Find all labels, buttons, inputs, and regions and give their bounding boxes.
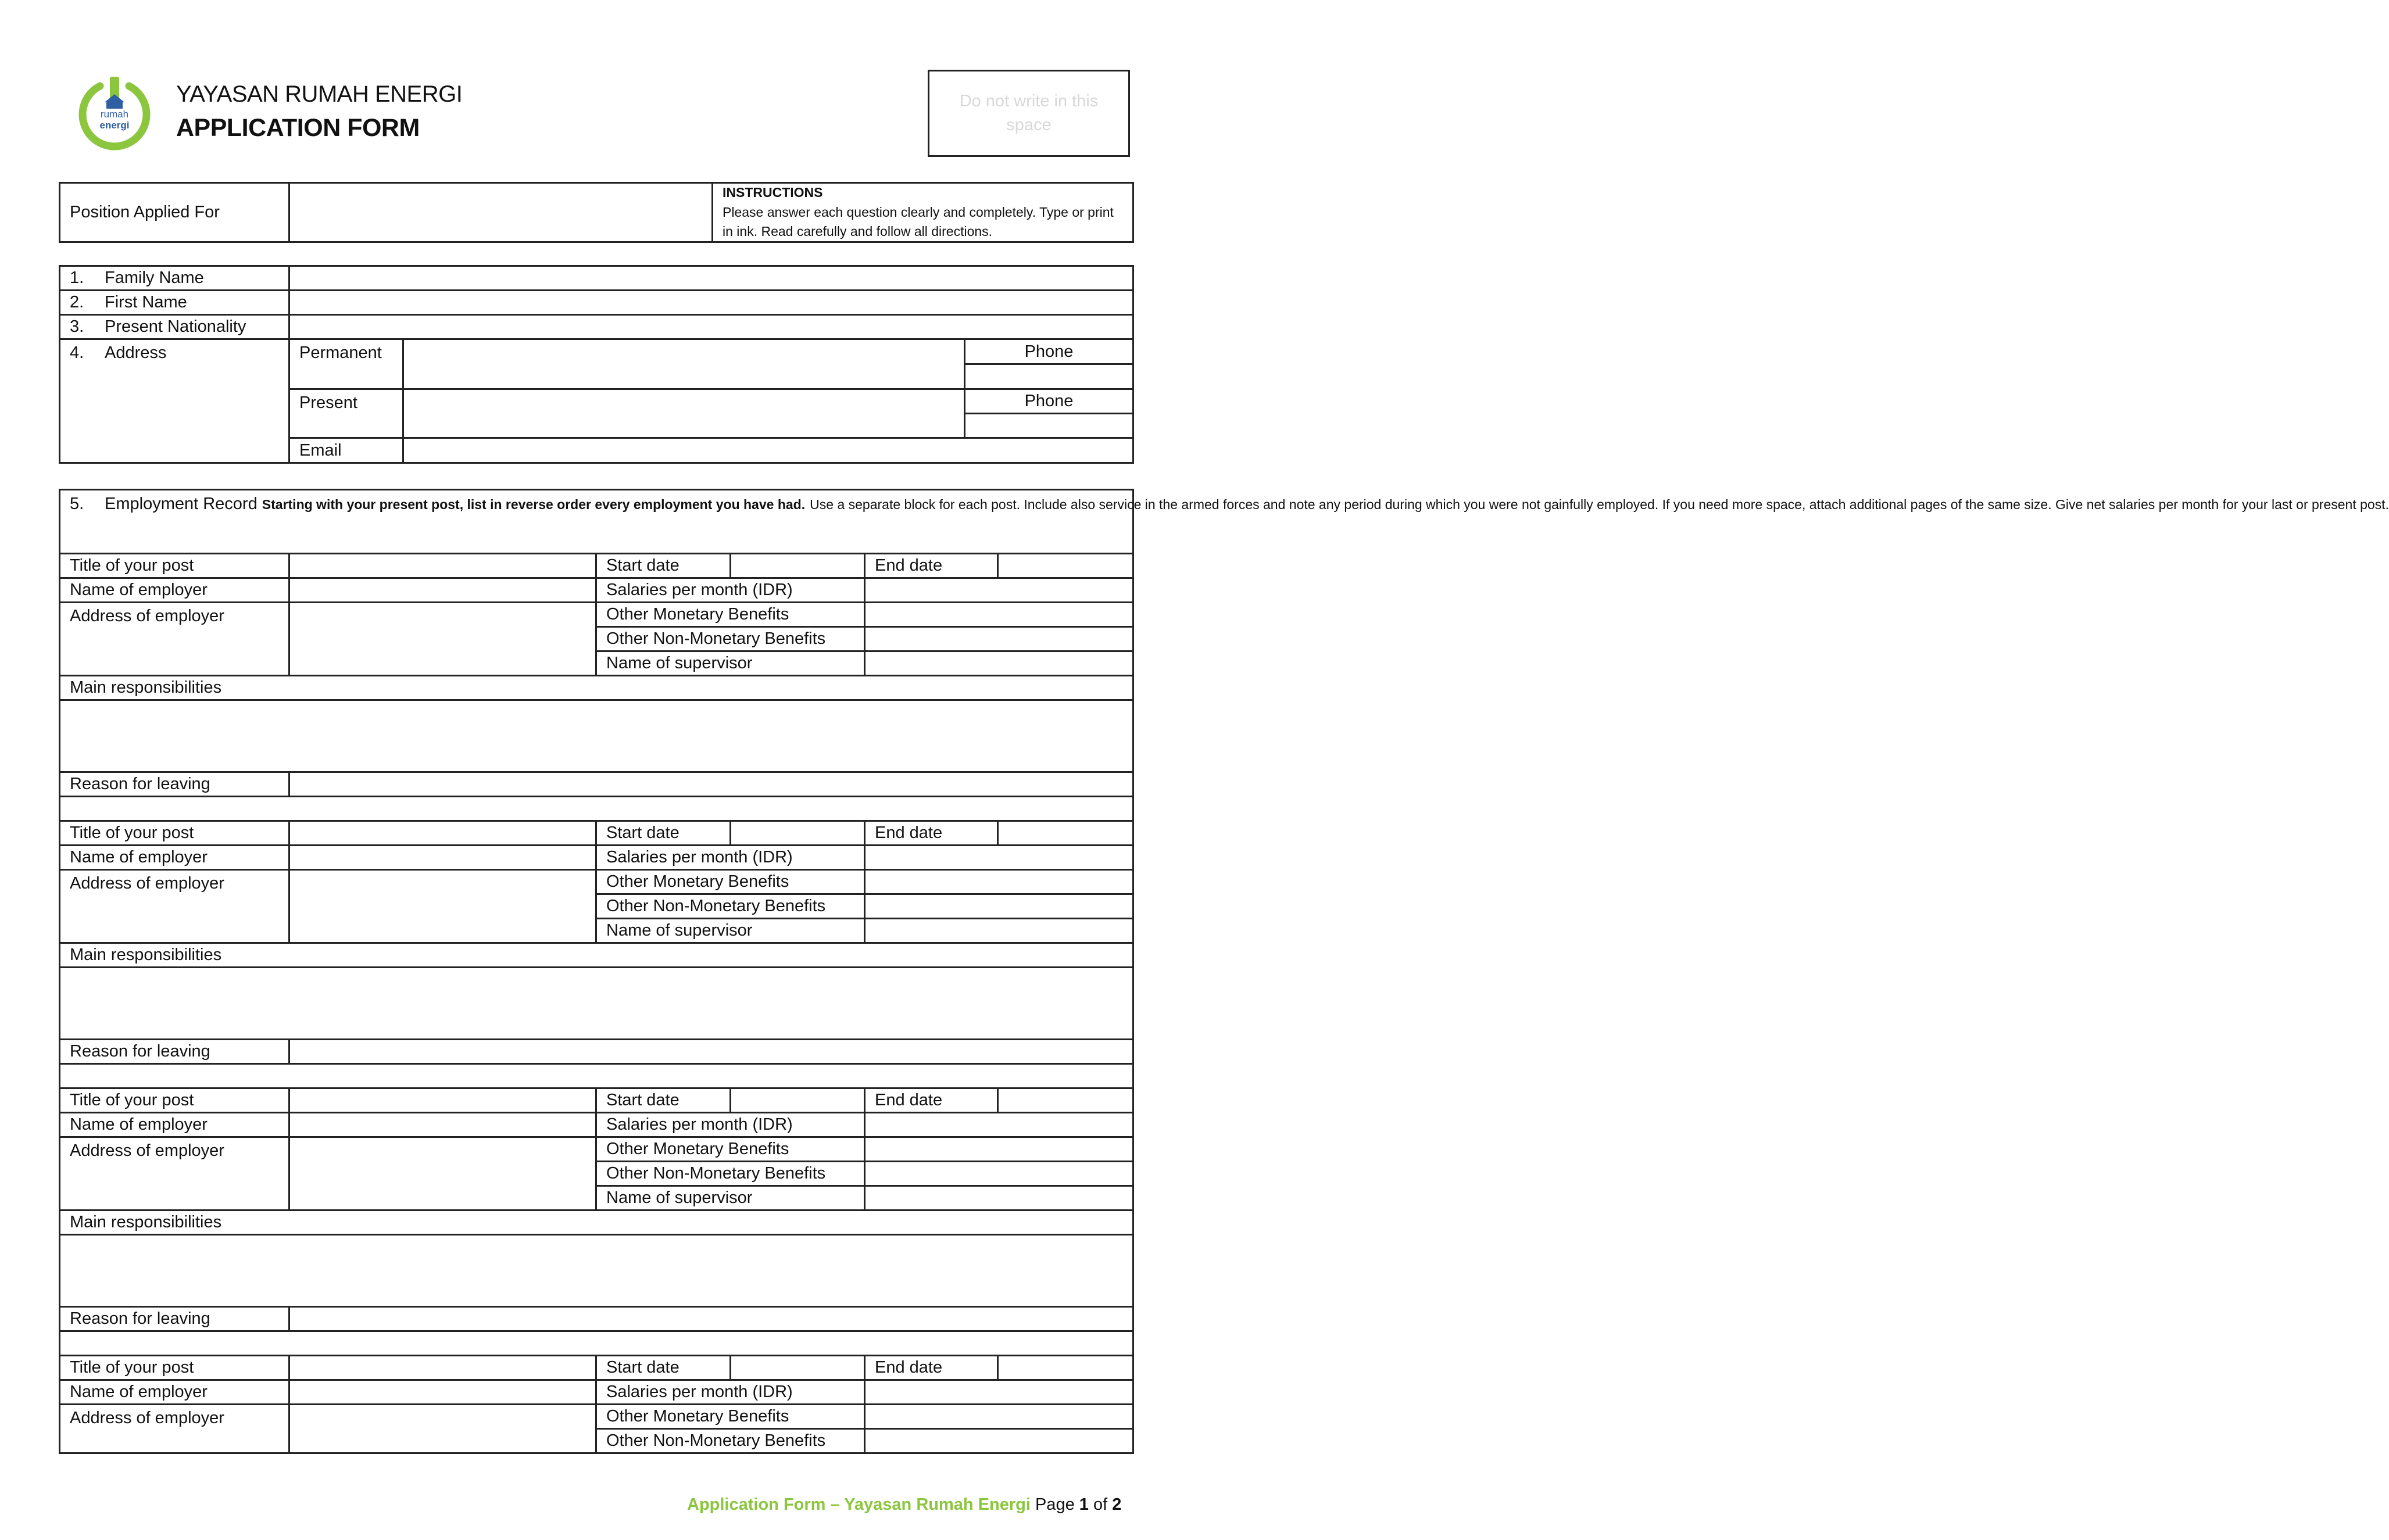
- salaries-field[interactable]: [865, 1380, 1133, 1405]
- permanent-phone-field[interactable]: [965, 364, 1133, 389]
- footer-of-word: of: [1093, 1495, 1108, 1514]
- salaries-label: Salaries per month (IDR): [596, 1380, 865, 1405]
- start-date-label: Start date: [596, 821, 731, 846]
- supervisor-field[interactable]: [865, 919, 1133, 943]
- block-separator: [60, 1064, 1133, 1088]
- main-responsibilities-field[interactable]: [60, 968, 1133, 1040]
- reason-for-leaving-label: Reason for leaving: [60, 772, 289, 797]
- other-monetary-field[interactable]: [865, 603, 1133, 627]
- employer-address-label: Address of employer: [60, 870, 289, 943]
- start-date-label: Start date: [596, 1356, 731, 1380]
- rumah-energi-logo: [77, 74, 152, 150]
- supervisor-label: Name of supervisor: [596, 1186, 865, 1210]
- present-label: Present: [289, 389, 403, 438]
- salaries-field[interactable]: [865, 846, 1133, 870]
- employer-name-field[interactable]: [289, 1113, 596, 1137]
- present-phone-label: Phone: [965, 389, 1133, 414]
- other-monetary-field[interactable]: [865, 1137, 1133, 1162]
- other-non-monetary-label: Other Non-Monetary Benefits: [596, 894, 865, 919]
- block-separator: [60, 797, 1133, 821]
- first-name-label: 2. First Name: [60, 291, 289, 315]
- reason-for-leaving-label: Reason for leaving: [60, 1040, 289, 1064]
- title-of-post-field[interactable]: [289, 554, 596, 578]
- employer-name-label: Name of employer: [60, 578, 289, 603]
- employer-name-field[interactable]: [289, 1380, 596, 1405]
- other-monetary-field[interactable]: [865, 870, 1133, 894]
- position-label: Position Applied For: [60, 183, 289, 242]
- office-use-box: Do not write in this space: [928, 70, 1130, 157]
- family-name-label: 1. Family Name: [60, 266, 289, 291]
- end-date-field[interactable]: [998, 821, 1133, 846]
- footer-page-total: 2: [1112, 1495, 1122, 1514]
- title-of-post-label: Title of your post: [60, 1088, 289, 1113]
- block-separator: [60, 1331, 1133, 1356]
- title-of-post-field[interactable]: [289, 1356, 596, 1380]
- title-of-post-field[interactable]: [289, 821, 596, 846]
- end-date-label: End date: [865, 821, 998, 846]
- supervisor-label: Name of supervisor: [596, 651, 865, 676]
- employer-name-label: Name of employer: [60, 846, 289, 870]
- permanent-phone-label: Phone: [965, 339, 1133, 364]
- other-non-monetary-field[interactable]: [865, 627, 1133, 651]
- title-of-post-label: Title of your post: [60, 1356, 289, 1380]
- employer-address-field[interactable]: [289, 1137, 596, 1210]
- title-of-post-label: Title of your post: [60, 821, 289, 846]
- end-date-label: End date: [865, 554, 998, 578]
- start-date-field[interactable]: [731, 821, 865, 846]
- salaries-field[interactable]: [865, 578, 1133, 603]
- main-responsibilities-field[interactable]: [60, 700, 1133, 772]
- instructions-text: Please answer each question clearly and completely. Type or print in ink. Read carefully and follow all directions.: [723, 205, 1114, 239]
- other-non-monetary-label: Other Non-Monetary Benefits: [596, 1429, 865, 1453]
- supervisor-field[interactable]: [865, 1186, 1133, 1210]
- employment-record-table: [59, 489, 2389, 1454]
- salaries-label: Salaries per month (IDR): [596, 1113, 865, 1137]
- employer-name-label: Name of employer: [60, 1113, 289, 1137]
- organization-name: YAYASAN RUMAH ENERGI: [176, 81, 463, 107]
- main-responsibilities-field[interactable]: [60, 1235, 1133, 1307]
- other-non-monetary-label: Other Non-Monetary Benefits: [596, 1162, 865, 1186]
- other-monetary-label: Other Monetary Benefits: [596, 603, 865, 627]
- start-date-field[interactable]: [731, 1356, 865, 1380]
- title-of-post-field[interactable]: [289, 1088, 596, 1113]
- footer-form-name: Application Form – Yayasan Rumah Energi: [687, 1495, 1031, 1514]
- main-responsibilities-label: Main responsibilities: [60, 943, 1133, 968]
- employer-address-label: Address of employer: [60, 603, 289, 676]
- reason-for-leaving-field[interactable]: [289, 772, 1133, 797]
- page-footer: [687, 1495, 1121, 1514]
- start-date-label: Start date: [596, 554, 731, 578]
- start-date-label: Start date: [596, 1088, 731, 1113]
- main-responsibilities-label: Main responsibilities: [60, 1210, 1133, 1235]
- present-address-field[interactable]: [403, 389, 965, 438]
- end-date-field[interactable]: [998, 1356, 1133, 1380]
- instructions-title: INSTRUCTIONS: [723, 185, 823, 200]
- other-monetary-label: Other Monetary Benefits: [596, 870, 865, 894]
- nationality-label: 3. Present Nationality: [60, 315, 289, 339]
- instructions-cell: [713, 183, 1133, 242]
- family-name-field[interactable]: [289, 266, 1133, 291]
- salaries-field[interactable]: [865, 1113, 1133, 1137]
- salaries-label: Salaries per month (IDR): [596, 578, 865, 603]
- email-label: Email: [289, 438, 403, 463]
- employer-name-label: Name of employer: [60, 1380, 289, 1405]
- other-monetary-label: Other Monetary Benefits: [596, 1137, 865, 1162]
- supervisor-field[interactable]: [865, 651, 1133, 676]
- address-label: 4. Address: [60, 339, 289, 463]
- nationality-field[interactable]: [289, 315, 1133, 339]
- supervisor-label: Name of supervisor: [596, 919, 865, 943]
- main-responsibilities-label: Main responsibilities: [60, 676, 1133, 700]
- position-field[interactable]: [289, 183, 713, 242]
- present-phone-field[interactable]: [965, 414, 1133, 438]
- title-of-post-label: Title of your post: [60, 554, 289, 578]
- other-non-monetary-field[interactable]: [865, 1429, 1133, 1453]
- employer-address-label: Address of employer: [60, 1405, 289, 1453]
- employer-address-field[interactable]: [289, 1405, 596, 1453]
- other-non-monetary-field[interactable]: [865, 894, 1133, 919]
- other-non-monetary-label: Other Non-Monetary Benefits: [596, 627, 865, 651]
- employer-name-field[interactable]: [289, 578, 596, 603]
- first-name-field[interactable]: [289, 291, 1133, 315]
- email-field[interactable]: [403, 438, 1133, 463]
- end-date-field[interactable]: [998, 554, 1133, 578]
- employment-instructions: 5. Employment Record Starting with your present post, list in reverse order every employment you have had. Use a separate block for each post. Include also service in the armed forces and note any period during which you were not gainfully employed. If you need more space, attach additional pages of the same size. Give net salaries per month for your last or present post.: [60, 490, 1133, 554]
- employer-address-field[interactable]: [289, 603, 596, 676]
- employer-name-field[interactable]: [289, 846, 596, 870]
- employer-address-label: Address of employer: [60, 1137, 289, 1210]
- permanent-address-field[interactable]: [403, 339, 965, 389]
- start-date-field[interactable]: [731, 1088, 865, 1113]
- logo-text-energi: energi: [99, 120, 130, 131]
- salaries-label: Salaries per month (IDR): [596, 846, 865, 870]
- end-date-label: End date: [865, 1356, 998, 1380]
- position-table: [59, 182, 1134, 243]
- footer-page-number: 1: [1079, 1495, 1089, 1514]
- other-monetary-label: Other Monetary Benefits: [596, 1405, 865, 1429]
- reason-for-leaving-field[interactable]: [289, 1040, 1133, 1064]
- reason-for-leaving-field[interactable]: [289, 1307, 1133, 1331]
- start-date-field[interactable]: [731, 554, 865, 578]
- personal-details-table: [59, 265, 1134, 464]
- permanent-label: Permanent: [289, 339, 403, 389]
- other-non-monetary-field[interactable]: [865, 1162, 1133, 1186]
- logo-text-rumah: rumah: [100, 109, 129, 120]
- end-date-label: End date: [865, 1088, 998, 1113]
- other-monetary-field[interactable]: [865, 1405, 1133, 1429]
- reason-for-leaving-label: Reason for leaving: [60, 1307, 289, 1331]
- end-date-field[interactable]: [998, 1088, 1133, 1113]
- employer-address-field[interactable]: [289, 870, 596, 943]
- form-title: APPLICATION FORM: [176, 114, 420, 142]
- footer-page-word: Page: [1035, 1495, 1075, 1514]
